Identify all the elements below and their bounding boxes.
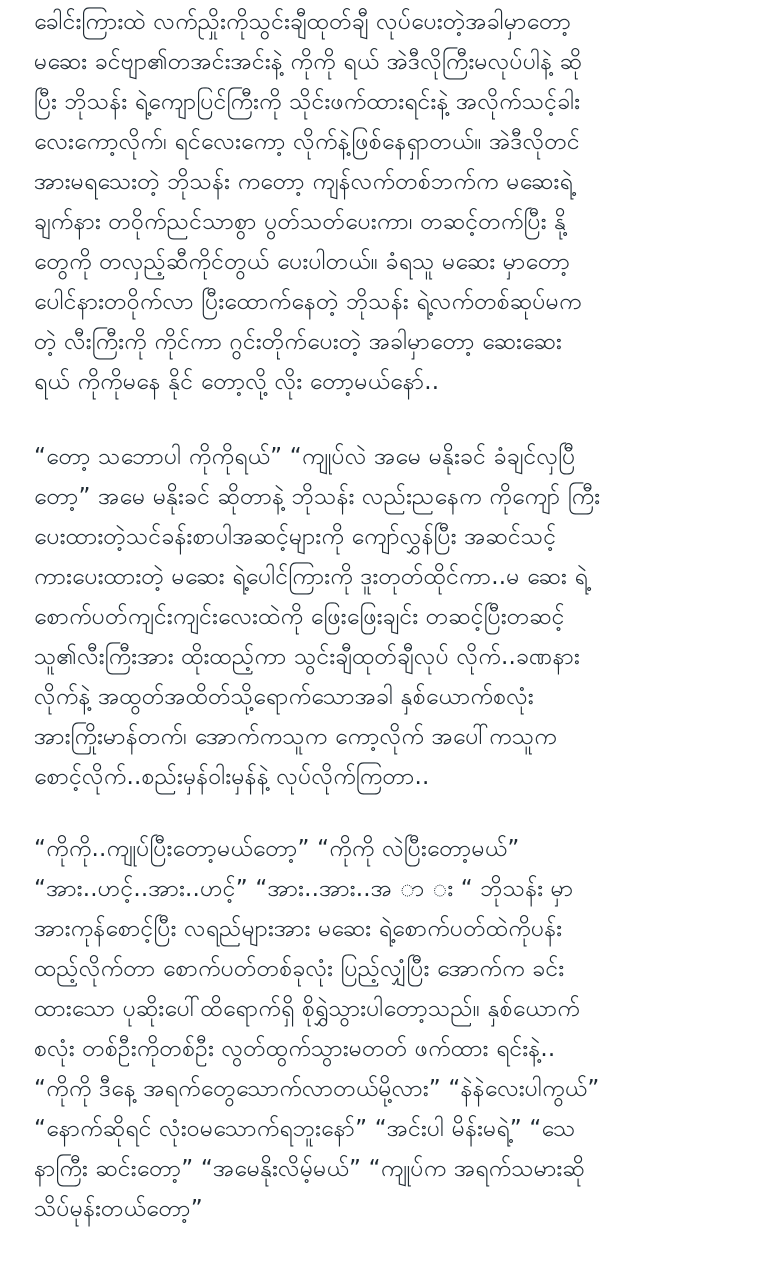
text-line: လေးကော့လိုက်၊ ရင်လေးကော့ လိုက်နဲ့ဖြစ်နေရှာတယ်။ အဲဒီလိုတင် bbox=[34, 129, 580, 155]
text-line: ရယ် ကိုကိုမနေ နိုင် တော့လို့ လိုး တော့မယ်နော်.. bbox=[34, 369, 440, 395]
text-line: ပြီး ဘိုသန်း ရဲ့ကျောပြင်ကြီးကို သိုင်းဖက်ထားရင်းနဲ့ အလိုက်သင့်ခါး bbox=[34, 89, 581, 115]
text-line: “နောက်ဆိုရင် လုံးဝမသောက်ရဘူးနော်” “အင်းပါ မိန်းမရဲ့” “သေ bbox=[34, 1116, 576, 1142]
text-line: ထားသော ပုဆိုးပေါ်ထိရောက်ရှိ စိုရွှဲသွားပါတော့သည်။ နှစ်ယောက် bbox=[34, 996, 580, 1022]
text-line: ထည့်လိုက်တာ စောက်ပတ်တစ်ခုလုံး ပြည့်လျှံပြီး အောက်က ခင်း bbox=[34, 956, 565, 982]
text-line: ချက်နား တဝိုက်ညင်သာစွာ ပွတ်သတ်ပေးကာ၊ တဆင့်တက်ပြီး နို့ bbox=[34, 209, 567, 235]
text-line: အားကုန်စောင့်ပြီး လရည်များအား မဆေး ရဲ့စောက်ပတ်ထဲကိုပန်း bbox=[34, 916, 563, 942]
text-line: “အား..ဟင့်..အား..ဟင့်” “အား..အား..အ ာ း “ ဘိုသန်း မှာ bbox=[34, 876, 574, 902]
paragraph-1 bbox=[34, 2, 582, 402]
text-line: “တော့ သဘောပါ ကိုကိုရယ်” “ကျုပ်လဲ အမေ မနိုးခင် ခံချင်လှပြီ bbox=[34, 444, 576, 470]
text-line: သိပ်မုန်းတယ်တော့” bbox=[34, 1196, 203, 1222]
text-line: စောင့်လိုက်..စည်းမှန်ဝါးမှန်နဲ့ လုပ်လိုက်ကြတာ.. bbox=[34, 764, 430, 790]
text-line: နာကြီး ဆင်းတော့” “အမေနိုးလိမ့်မယ်” “ကျုပ်က အရက်သမားဆို bbox=[34, 1156, 585, 1182]
text-line: စောက်ပတ်ကျင်းကျင်းလေးထဲကို ဖြေးဖြေးချင်း တဆင့်ပြီးတဆင့် bbox=[34, 604, 565, 630]
paragraph-2 bbox=[34, 437, 600, 797]
text-line: “ကိုကို..ကျုပ်ပြီးတော့မယ်တော့” “ကိုကို လဲပြီးတော့မယ်” bbox=[34, 836, 520, 862]
text-line: ခေါင်းကြားထဲ လက်ညှိုးကိုသွင်းချီထုတ်ချီ လုပ်ပေးတဲ့အခါမှာတော့ bbox=[34, 9, 572, 35]
text-line: စလုံး တစ်ဦးကိုတစ်ဦး လွတ်ထွက်သွားမတတ် ဖက်ထား ရင်းနဲ့.. bbox=[34, 1036, 556, 1062]
text-line: တဲ့ လီးကြီးကို ကိုင်ကာ ဂွင်းတိုက်ပေးတဲ့ အခါမှာတော့ ဆေးဆေး bbox=[34, 329, 562, 355]
text-line: အားမရသေးတဲ့ ဘိုသန်း ကတော့ ကျန်လက်တစ်ဘက်က မဆေးရဲ့ bbox=[34, 169, 573, 195]
text-line: တွေကို တလှည့်ဆီကိုင်တွယ် ပေးပါတယ်။ ခံရသူ မဆေး မှာတော့ bbox=[34, 249, 571, 275]
text-line: အားကြိုးမာန်တက်၊ အောက်ကသူက ကော့လိုက် အပေါ်ကသူက bbox=[34, 724, 557, 750]
text-line: တော့” အမေ မနိုးခင် ဆိုတာနဲ့ ဘိုသန်း လည်းညနေက ကိုကျော် ကြီး bbox=[34, 484, 601, 510]
paragraph-3 bbox=[34, 829, 599, 1229]
text-line: ကားပေးထားတဲ့ မဆေး ရဲ့ပေါင်ကြားကို ဒူးတုတ်ထိုင်ကာ..မ ဆေး ရဲ့ bbox=[34, 564, 588, 590]
text-line: ပေါင်နားတဝိုက်လာ ပြီးထောက်နေတဲ့ ဘိုသန်း ရဲ့လက်တစ်ဆုပ်မက bbox=[34, 289, 582, 315]
text-line: လိုက်နဲ့ အထွတ်အထိတ်သို့ရောက်သောအခါ နှစ်ယောက်စလုံး bbox=[34, 684, 534, 710]
text-line: ပေးထားတဲ့သင်ခန်းစာပါအဆင့်များကို ကျော်လွှန်ပြီး အဆင်သင့် bbox=[34, 524, 557, 550]
text-line: မဆေး ခင်ဗျာ၏တအင်းအင်းနဲ့ ကိုကို ရယ် အဲဒီလိုကြီးမလုပ်ပါနဲ့ ဆို bbox=[34, 49, 583, 75]
text-line: “ကိုကို ဒီနေ့ အရက်တွေသောက်လာတယ်မို့လား” “နဲနဲလေးပါကွယ်” bbox=[34, 1076, 600, 1102]
text-line: သူ၏လီးကြီးအား ထိုးထည့်ကာ သွင်းချီထုတ်ချီလုပ် လိုက်..ခဏနား bbox=[34, 644, 580, 670]
